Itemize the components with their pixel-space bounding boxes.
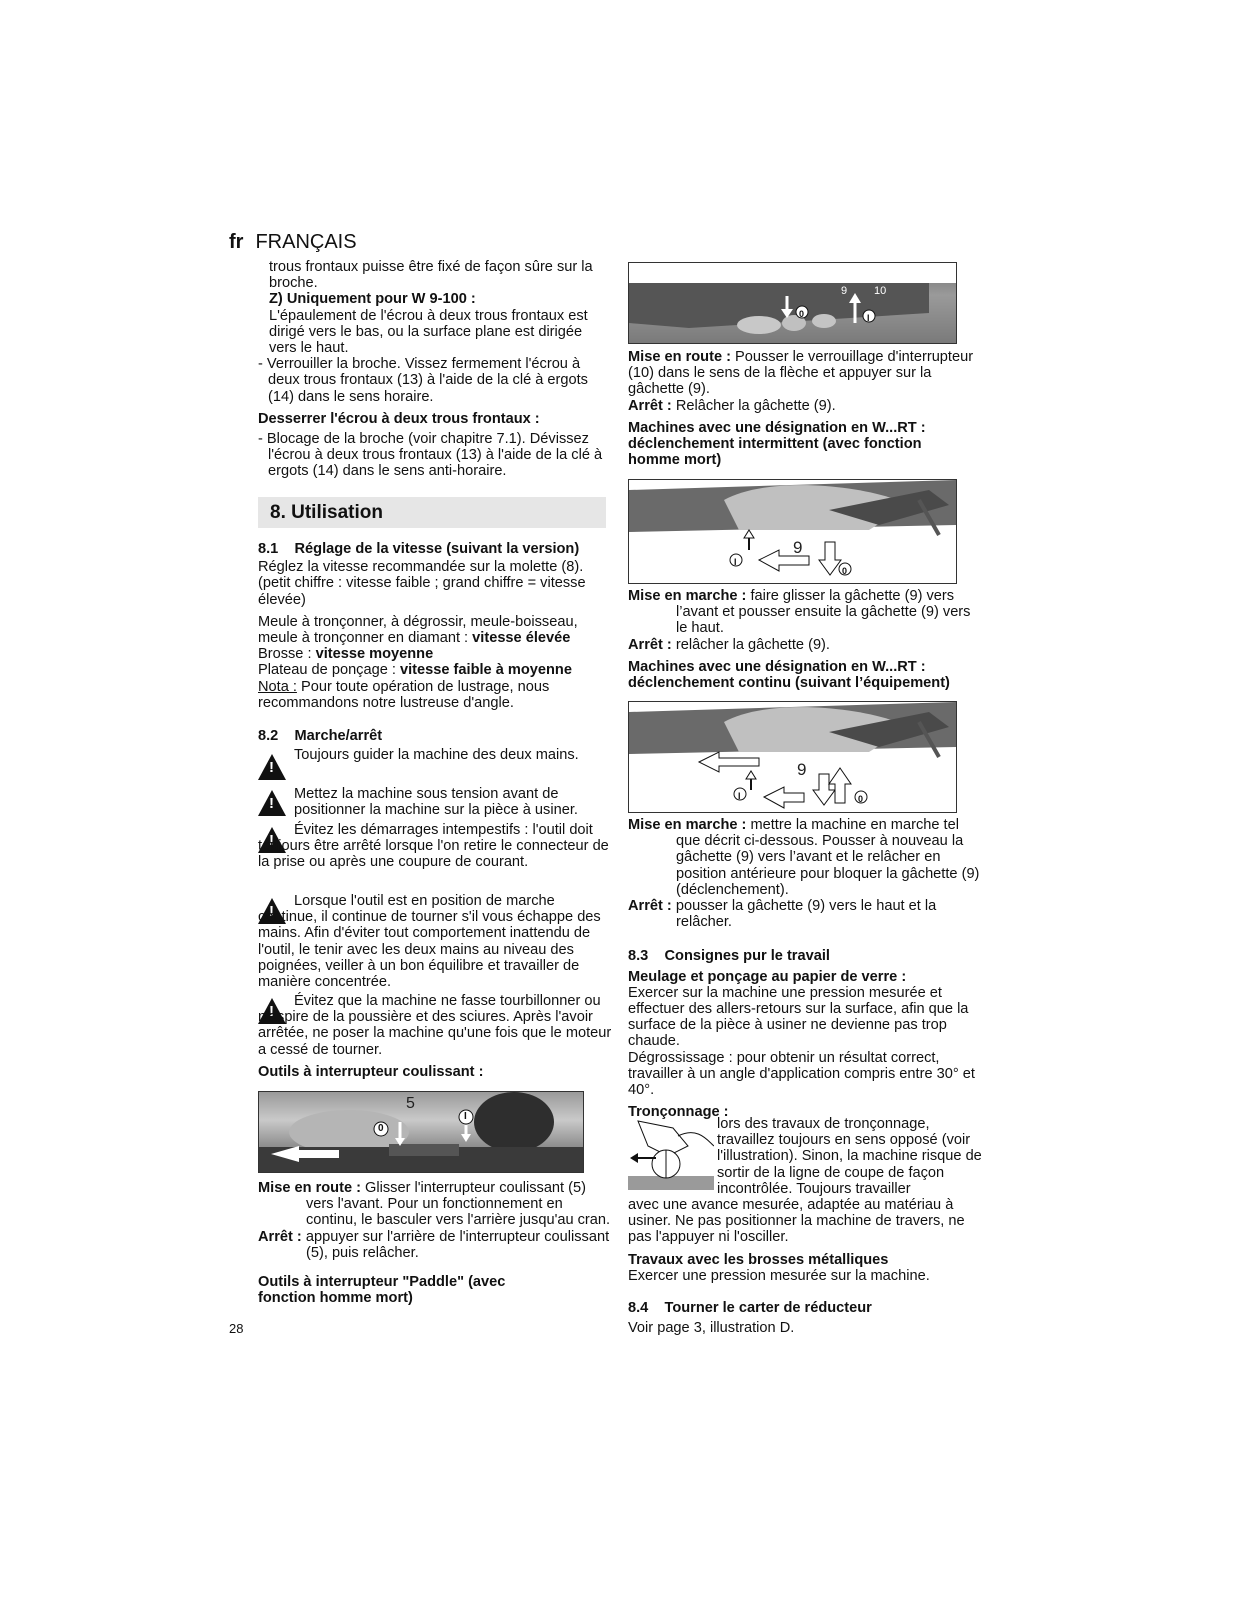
- tronc-text-block: [717, 1116, 983, 1197]
- fig1-label-9: 9: [841, 285, 848, 297]
- arret-body: appuyer sur l'arrière de l'interrupteur coulissant (5), puis relâcher.: [301, 1228, 610, 1261]
- marche1-label: Mise en marche :: [628, 588, 747, 604]
- s81-heading: 8.1 Réglage de la vitesse (suivant la version): [258, 541, 580, 557]
- nota-label: Nota :: [258, 678, 297, 695]
- rt-continuous-illustration: [629, 702, 956, 812]
- fig2-label-9: 9: [793, 538, 803, 557]
- cutting-figure: [628, 1116, 714, 1192]
- brosse-text: [258, 646, 614, 662]
- fig-label-5: 5: [406, 1095, 415, 1112]
- arret2-body: pousser la gâchette (9) vers le haut et la relâcher.: [671, 898, 937, 931]
- warning-2: Mettez la machine sous tension avant de positionner la machine sur la pièce à usiner.: [294, 786, 578, 819]
- brosse-speed: vitesse moyenne: [315, 646, 434, 663]
- section-title: 8. Utilisation: [258, 497, 606, 528]
- brosse-label: Brosse :: [258, 646, 316, 663]
- arret1-text: [628, 637, 980, 653]
- arret1-label: Arrêt :: [628, 636, 672, 653]
- r-route-label: Mise en route :: [628, 349, 731, 365]
- rt2-heading: Machines avec une désignation en W...RT : déclenchement continu (suivant l’équipement): [628, 658, 950, 692]
- meulage-text: Exercer sur la machine une pression mesurée et effectuer des allers-retours sur la surface, afin que la surface de la pièce à usiner ne devienne pas trop chaude.: [628, 984, 969, 1050]
- route-body: Glisser l'interrupteur coulissant (5) vers l'avant. Pour un fonctionnement en continu, le basculer vers l'arrière jusqu'au cran.: [306, 1180, 611, 1229]
- lock-bullet: - Verrouiller la broche. Vissez fermement l'écrou à deux trous frontaux (13) à l'aide de la clé à ergots (14) dans le sens horaire.: [258, 356, 588, 405]
- language-name: FRANÇAIS: [255, 231, 357, 253]
- fig3-label-9: 9: [797, 760, 807, 779]
- meule-speed: vitesse élevée: [472, 630, 571, 647]
- r-route-text: [628, 349, 980, 398]
- meule-text: [258, 614, 614, 646]
- tronc-heading: Tronçonnage :: [628, 1104, 729, 1121]
- page-header: [229, 231, 357, 253]
- arret1-body: relâcher la gâchette (9).: [671, 636, 830, 653]
- nota-text: [258, 679, 614, 711]
- s83-heading: 8.3 Consignes pur le travail: [628, 948, 830, 965]
- meule-label: Meule à tronçonner, à dégrossir, meule-boisseau, meule à tronçonner en diamant :: [258, 613, 578, 647]
- fig1-label-0: 0: [799, 309, 805, 319]
- rt-intermittent-illustration: [629, 480, 956, 583]
- language-code: fr: [229, 231, 244, 253]
- arret-label: Arrêt :: [258, 1228, 302, 1245]
- warning-1: Toujours guider la machine des deux mains.: [294, 747, 579, 763]
- r-arret-text: [628, 398, 980, 414]
- r-route-body: Pousser le verrouillage d'interrupteur (10) dans le sens de la flèche et appuyer sur la gâchette (9).: [628, 349, 974, 398]
- route-label: Mise en route :: [258, 1180, 361, 1196]
- marche2-label: Mise en marche :: [628, 817, 747, 833]
- slide-switch-illustration: [259, 1092, 583, 1172]
- left-column-top: [258, 259, 610, 480]
- s84-heading: 8.4 Tourner le carter de réducteur: [628, 1300, 872, 1317]
- plateau-text: [258, 662, 614, 678]
- r-arret-label: Arrêt :: [628, 397, 672, 414]
- degross-text: Dégrossissage : pour obtenir un résultat correct, travailler à un angle d'application compris entre 30° et 40°.: [628, 1049, 975, 1099]
- coulissant-heading: Outils à interrupteur coulissant :: [258, 1064, 484, 1080]
- rt-continuous-figure: [628, 701, 957, 813]
- tronc-text-b-block: [628, 1197, 980, 1336]
- warning-3: Évitez les démarrages intempestifs : l'outil doit toujours être arrêté lorsque l'on retire le connecteur de la prise ou après une coupure de courant.: [258, 822, 609, 871]
- s82-heading: 8.2 Marche/arrêt: [258, 728, 383, 744]
- warning-icon: [258, 790, 286, 816]
- fig3-label-I: I: [738, 791, 741, 801]
- s84-text: Voir page 3, illustration D.: [628, 1320, 795, 1337]
- fig-label-0: 0: [378, 1123, 384, 1134]
- paddle-switch-illustration: [629, 263, 956, 343]
- arret2-text: [628, 898, 980, 930]
- tronc-text-a: lors des travaux de tronçonnage, travaillez toujours en sens opposé (voir l'illustration). Sinon, la machine risque de sortir de la ligne de coupe de façon incontrôlée. Toujours travailler: [717, 1116, 982, 1197]
- meulage-heading: Meulage et ponçage au papier de verre :: [628, 968, 907, 985]
- z-heading: Z) Uniquement pour W 9-100 :: [269, 291, 476, 308]
- fig2-label-0: 0: [842, 566, 848, 576]
- marche1-body: faire glisser la gâchette (9) vers l’avant et pousser ensuite la gâchette (9) vers le haut.: [676, 588, 971, 637]
- arret2-label: Arrêt :: [628, 898, 672, 915]
- route-block: [258, 1180, 614, 1306]
- brosses-heading: Travaux avec les brosses métalliques: [628, 1251, 889, 1268]
- rt1-heading: Machines avec une désignation en W...RT : déclenchement intermittent (avec fonction homme mort): [628, 419, 926, 469]
- right-route-block: [628, 349, 980, 468]
- paddle-heading: Outils à interrupteur "Paddle" (avec fonction homme mort): [258, 1274, 506, 1307]
- s82-block: [258, 728, 614, 744]
- desserrer-heading: Desserrer l'écrou à deux trous frontaux :: [258, 410, 540, 427]
- cutting-illustration: [628, 1116, 714, 1192]
- z-text: L'épaulement de l'écrou à deux trous frontaux est dirigé vers le bas, ou la surface plane est dirigée vers le haut.: [269, 307, 588, 357]
- plateau-speed: vitesse faible à moyenne: [400, 662, 572, 679]
- marche1-text: [628, 588, 980, 637]
- paddle-switch-figure: [628, 262, 957, 344]
- tronc-text-b: avec une avance mesurée, adaptée au matériau à usiner. Ne pas positionner la machine de travers, ne pas l'appuyer ni l'osciller.: [628, 1197, 965, 1246]
- fig2-label-I: I: [734, 557, 737, 567]
- nota-body: Pour toute opération de lustrage, nous recommandons notre lustreuse d'angle.: [258, 678, 550, 711]
- rt2-text-block: [628, 817, 980, 1120]
- intro-text: trous frontaux puisse être fixé de façon sûre sur la broche.: [269, 259, 593, 292]
- slide-switch-figure: [258, 1091, 584, 1173]
- route-text: [258, 1180, 614, 1229]
- fig1-label-10: 10: [874, 285, 887, 297]
- marche2-body: mettre la machine en marche tel que décrit ci-dessous. Pousser à nouveau la gâchette (9) vers l’avant et le relâcher en position antérieure pour bloquer la gâchette (9) (déclenchement).: [676, 817, 980, 898]
- fig1-label-I: I: [867, 313, 870, 323]
- page-number: 28: [229, 1321, 244, 1336]
- fig3-label-0: 0: [858, 794, 864, 804]
- warning-icon: [258, 754, 286, 780]
- warning-5: Évitez que la machine ne fasse tourbillonner ou n'aspire de la poussière et des sciures. Après l'avoir arrêtée, ne poser la machine qu'une fois que le moteur a cessé de tourner.: [258, 993, 612, 1058]
- warning-4: Lorsque l'outil est en position de marche continue, il continue de tourner s'il vous échappe des mains. Afin d'éviter tout comportement inattendu de l'outil, le tenir avec les deux mains au niveau des poignées, veiller à un bon équilibre et travailler de manière concentrée.: [258, 893, 601, 991]
- rt1-text-block: [628, 588, 980, 691]
- brosses-text: Exercer une pression mesurée sur la machine.: [628, 1267, 930, 1284]
- arret-text: [258, 1229, 614, 1261]
- fig-label-I: I: [464, 1111, 467, 1122]
- r-arret-body: Relâcher la gâchette (9).: [671, 397, 836, 414]
- s81-text: Réglez la vitesse recommandée sur la molette (8). (petit chiffre : vitesse faible ; grand chiffre = vitesse élevée): [258, 559, 586, 608]
- marche2-text: [628, 817, 980, 898]
- rt-intermittent-figure: [628, 479, 957, 584]
- left-column-81: [258, 541, 614, 711]
- plateau-label: Plateau de ponçage :: [258, 662, 400, 679]
- desserrer-bullet: - Blocage de la broche (voir chapitre 7.1). Dévissez l'écrou à deux trous frontaux (13) à l'aide de la clé à ergots (14) dans le sens anti-horaire.: [258, 431, 603, 480]
